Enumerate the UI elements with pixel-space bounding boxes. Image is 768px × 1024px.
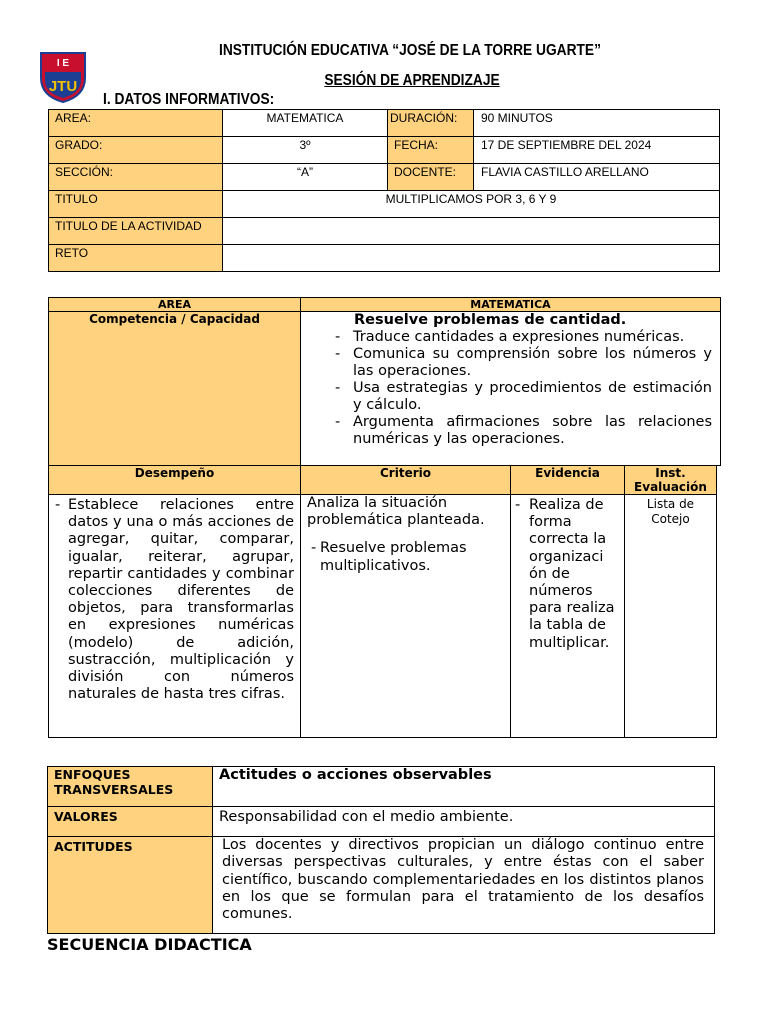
titulo-actividad-label: TITULO DE LA ACTIVIDAD [55, 219, 202, 233]
session-title: SESIÓN DE APRENDIZAJE [324, 72, 500, 89]
actitudes-observables-header: Actitudes o acciones observables [219, 767, 492, 783]
valores-label: VALORES [54, 809, 118, 824]
fecha-label: FECHA: [394, 138, 439, 152]
titulo-value: MULTIPLICAMOS POR 3, 6 Y 9 [385, 192, 557, 206]
duracion-value: 90 MINUTOS [481, 111, 553, 125]
titulo-label: TITULO [55, 192, 98, 206]
capacidad-item: - Comunica su comprensión sobre los números y las operaciones. [331, 346, 712, 380]
evidencia-header: Evidencia [535, 466, 600, 480]
criterio-header: Criterio [380, 466, 431, 480]
docente-label: DOCENTE: [394, 165, 457, 179]
valores-value: Responsabilidad con el medio ambiente. [219, 809, 514, 825]
institution-title: INSTITUCIÓN EDUCATIVA “JOSÉ DE LA TORRE UGARTE” [218, 42, 601, 59]
docente-value: FLAVIA CASTILLO ARELLANO [481, 165, 649, 179]
desempeno-text: - Establece relaciones entre datos y una o más acciones de agregar, quitar, comparar, igualar, reiterar, agrupar, repartir cantidades y combinar colecciones diferentes de objetos, para transformarlas en expresiones numéricas (modelo) de adición, sustracción, multiplicación y división con números naturales de hasta tres cifras. [51, 497, 294, 703]
competencia-title: Resuelve problemas de cantidad. [354, 312, 627, 328]
titulo-actividad-value [223, 218, 719, 220]
criterio-text-2: - Resuelve problemas multiplicativos. [307, 540, 506, 574]
instrumento-text: Lista de Cotejo [646, 497, 695, 526]
grado-value: 3º [299, 138, 311, 152]
actitudes-value: Los docentes y directivos propician un diálogo continuo entre diversas perspectivas culturales, y entre éstas con el saber científico, buscando complementariedades en los distintos planos en los que se formulan para el tratamiento de los desafíos comunes. [222, 837, 704, 923]
section-title: I. DATOS INFORMATIVOS: [103, 91, 275, 108]
duracion-label: DURACIÓN: [390, 111, 458, 125]
fecha-value: 17 DE SEPTIEMBRE DEL 2024 [481, 138, 652, 152]
seccion-value: “A” [297, 165, 313, 179]
area-value: MATEMATICA [266, 111, 344, 125]
evidencia-text: - Realiza de forma correcta la organizaci ón de números para realiza la tabla de multiplicar. [511, 497, 622, 652]
matematica-header: MATEMATICA [470, 298, 551, 311]
seccion-label: SECCIÓN: [55, 165, 114, 179]
actitudes-label: ACTITUDES [54, 839, 133, 854]
enfoques-label: ENFOQUES TRANSVERSALES [54, 767, 174, 797]
criterio-text-1: Analiza la situación problemática planteada. [307, 495, 485, 529]
grado-label: GRADO: [55, 138, 103, 152]
competencia-capacidad-label: Competencia / Capacidad [89, 312, 260, 326]
capacidad-item: - Usa estrategias y procedimientos de estimación y cálculo. [331, 380, 712, 414]
capacidad-item: - Traduce cantidades a expresiones numéricas. [331, 329, 712, 346]
area-header: AREA [157, 298, 191, 311]
secuencia-title: SECUENCIA DIDACTICA [47, 935, 252, 954]
school-logo [38, 50, 88, 104]
logo-letters-top: I E [56, 58, 70, 69]
desempeno-header: Desempeño [134, 466, 215, 480]
capacidad-item: - Argumenta afirmaciones sobre las relaciones numéricas y las operaciones. [331, 414, 712, 448]
capacidades-list [331, 329, 712, 448]
reto-value [223, 245, 719, 247]
reto-label: RETO [55, 246, 89, 260]
logo-letters-main: JTU [48, 78, 78, 95]
area-label: AREA: [55, 111, 92, 125]
inst-evaluacion-header: Inst. Evaluación [634, 466, 707, 494]
